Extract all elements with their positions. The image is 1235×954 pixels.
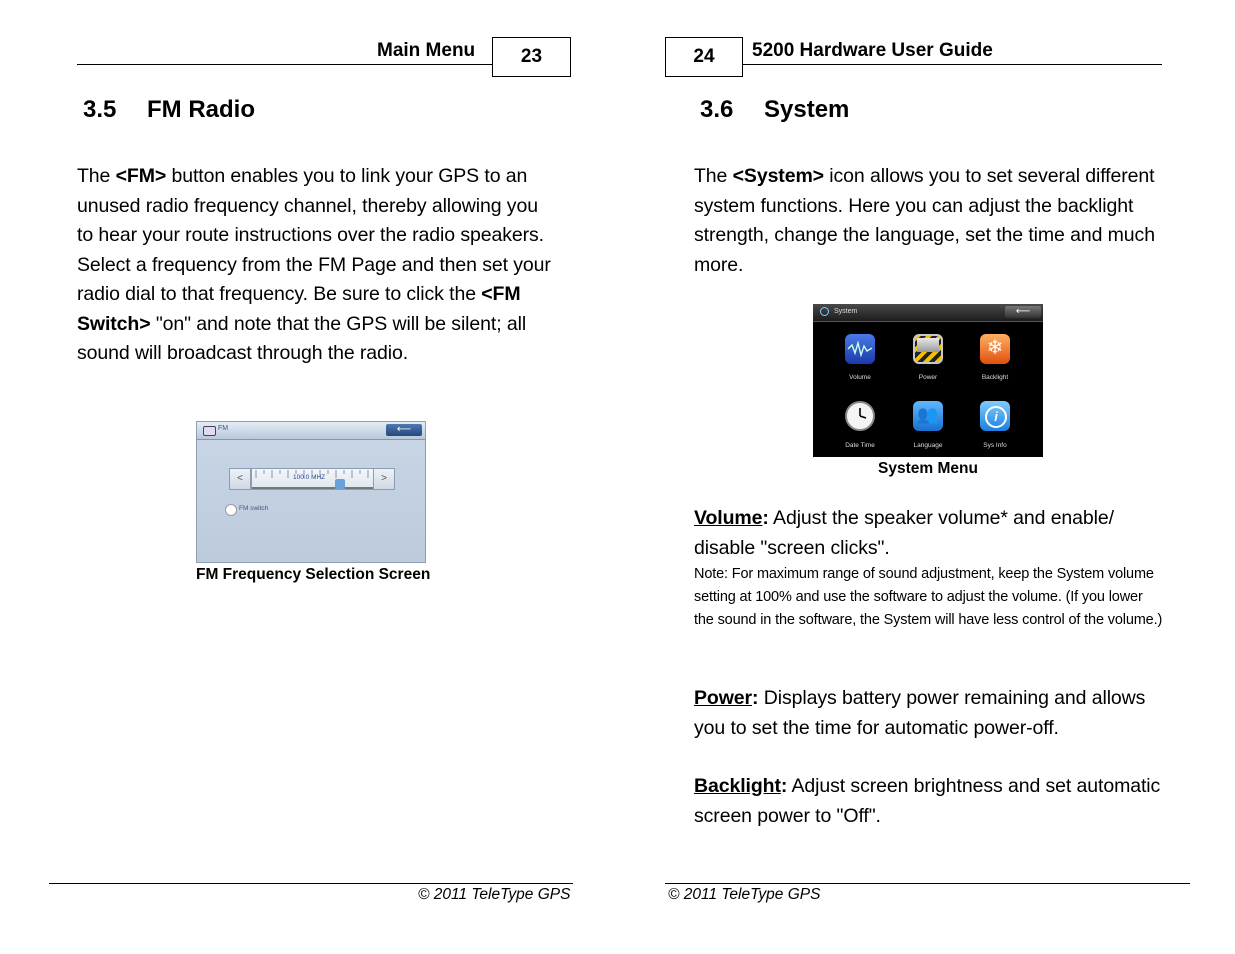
left-header-rule: [77, 64, 493, 65]
backlight-paragraph: [694, 772, 1164, 831]
text-run: The: [694, 165, 733, 187]
frequency-readout: 100.0 MHZ: [293, 474, 326, 481]
slider-handle: [335, 479, 345, 489]
right-running-head: 5200 Hardware User Guide: [752, 40, 993, 61]
clock-icon: [845, 401, 875, 431]
system-screen-title: System: [834, 308, 858, 315]
icon-label: Sys Info: [983, 442, 1007, 449]
chevron-right-icon: >: [373, 468, 395, 490]
back-arrow-icon: ⟵: [1005, 306, 1041, 318]
backlight-icon: [980, 334, 1010, 364]
text-run: "on" and note that the GPS will be silent; all sound will broadcast through the radio.: [77, 312, 527, 364]
system-intro-paragraph: [694, 162, 1164, 280]
left-footer-rule: [49, 883, 573, 884]
icon-label: Backlight: [981, 374, 1009, 381]
icon-label: Volume: [849, 374, 871, 381]
fm-screen-title: FM: [218, 425, 229, 432]
colon: :: [780, 775, 788, 797]
text-run: icon allows you to set several different system functions. Here you can adjust the backlight strength, change the language, set the time and much more.: [694, 165, 1155, 276]
left-running-head: Main Menu: [377, 40, 476, 61]
people-glyph: 👥: [917, 405, 939, 424]
gear-icon: [820, 307, 829, 316]
text-run: The: [77, 165, 116, 187]
volume-paragraph: [694, 504, 1164, 563]
section-number: 3.6: [700, 96, 734, 123]
section-title: FM Radio: [147, 96, 255, 123]
right-header-rule: [743, 64, 1162, 65]
snowflake-glyph: ❄: [986, 337, 1004, 359]
text-run: Adjust screen brightness and set automatic screen power to "Off".: [694, 775, 1161, 827]
fm-figure-caption: FM Frequency Selection Screen: [196, 566, 431, 583]
icon-label: Power: [918, 374, 938, 381]
power-panel: [917, 338, 939, 352]
volume-term: Volume: [694, 507, 763, 529]
text-run: button enables you to link your GPS to an unused radio frequency channel, thereby allowing you to hear your route instructions over the radio speakers. Select a frequency from the FM Page and then set your radio dial to that frequency. Be sure to click the: [77, 165, 551, 305]
fm-screenshot: [196, 421, 426, 563]
power-paragraph: [694, 684, 1164, 743]
volume-note: Note: For maximum range of sound adjustment, keep the System volume setting at 100% and use the software to adjust the volume. (If you lower the sound in the software, the System will have less control of the volume.): [694, 566, 1163, 628]
section-number: 3.5: [83, 96, 117, 123]
fm-title-bar: [197, 422, 425, 440]
left-footer: © 2011 TeleType GPS: [418, 886, 571, 903]
left-page-number: 23: [492, 37, 571, 77]
system-screenshot: [813, 304, 1043, 457]
system-term: <System>: [732, 165, 824, 187]
sysinfo-icon: [980, 401, 1010, 431]
system-figure-caption: System Menu: [878, 460, 978, 477]
text-run: Displays battery power remaining and allows you to set the time for automatic power-off.: [694, 687, 1146, 739]
fm-switch-radio: [225, 504, 237, 516]
fm-term: <FM>: [115, 165, 167, 187]
section-heading-fm-radio: [83, 96, 255, 124]
section-heading-system: [700, 96, 849, 124]
fm-switch-label: FM switch: [239, 505, 269, 512]
fm-switch-term: <FM Switch>: [77, 283, 521, 335]
backlight-term: Backlight: [694, 775, 781, 797]
language-icon: [913, 401, 943, 431]
info-glyph: i: [985, 406, 1007, 428]
section-title: System: [764, 96, 850, 123]
colon: :: [752, 687, 759, 709]
right-footer: © 2011 TeleType GPS: [668, 886, 821, 903]
volume-icon: [845, 334, 875, 364]
system-title-bar: [813, 304, 1043, 322]
text-run: Adjust the speaker volume* and enable/ disable "screen clicks".: [694, 507, 1114, 559]
right-page-number: 24: [665, 37, 743, 77]
chevron-left-icon: <: [229, 468, 251, 490]
fm-paragraph: [77, 162, 552, 369]
radio-icon: [203, 426, 216, 436]
power-term: Power: [694, 687, 753, 709]
icon-label: Date Time: [845, 442, 875, 449]
back-arrow-icon: ⟵: [386, 424, 422, 436]
right-footer-rule: [665, 883, 1190, 884]
colon: :: [762, 507, 769, 529]
icon-label: Language: [913, 442, 943, 449]
power-icon: [913, 334, 943, 364]
